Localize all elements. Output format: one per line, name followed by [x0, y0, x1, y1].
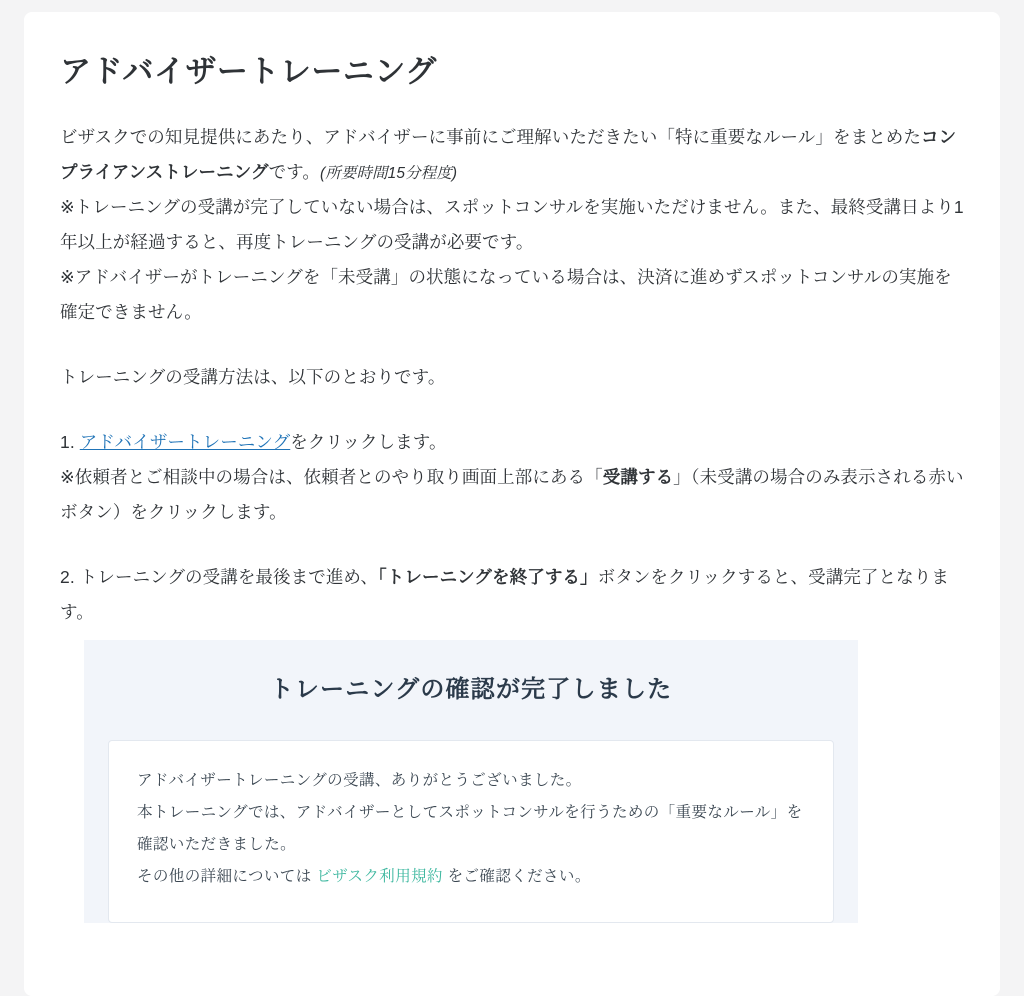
- how-to-heading: トレーニングの受講方法は、以下のとおりです。: [60, 367, 446, 388]
- page-title: アドバイザートレーニング: [60, 54, 437, 89]
- spacer-3: [60, 530, 964, 560]
- step-2-number: 2.: [60, 567, 80, 588]
- intro-note-2: ※アドバイザーがトレーニングを「未受講」の状態になっている場合は、決済に進めずスポットコンサルの実施を確定できません。: [60, 267, 952, 323]
- step-1-note: [60, 460, 964, 530]
- step-2-text-1: トレーニングの受講を最後まで進め、: [79, 567, 378, 588]
- figure-line-2: 本トレーニングでは、アドバイザーとしてスポットコンサルを行うための「重要なルール」を確認いただきました。: [137, 804, 803, 853]
- intro-duration-note: (所要時間15分程度): [319, 165, 458, 183]
- intro-lead-paragraph: [60, 120, 964, 190]
- figure-title: トレーニングの確認が完了しました: [269, 676, 673, 704]
- step-1-note-text-1: ※依頼者とご相談中の場合は、依頼者とのやり取り画面上部にある「: [60, 467, 603, 488]
- spacer-2: [60, 395, 964, 425]
- figure-line-3-text-1: その他の詳細については: [137, 867, 317, 885]
- advisor-training-link[interactable]: アドバイザートレーニング: [79, 432, 291, 453]
- intro-lead-text-2: です。: [268, 162, 320, 183]
- figure-body: [108, 740, 834, 923]
- step-1-note-bold: 受講する: [602, 467, 674, 488]
- step-1-number: 1.: [60, 432, 80, 453]
- article-card: [24, 12, 1000, 996]
- intro-lead-text-1: ビザスクでの知見提供にあたり、アドバイザーに事前にご理解いただきたい「特に重要なルール」をまとめた: [60, 127, 921, 148]
- step-2-bold: 「トレーニングを終了する」: [377, 567, 598, 588]
- terms-of-service-link[interactable]: ビザスク利用規約: [316, 867, 443, 885]
- intro-lead-bold: コンプライアンストレーニング: [60, 127, 957, 183]
- step-1-paragraph: [60, 425, 964, 460]
- figure-line-3-text-2: をご確認ください。: [442, 867, 591, 885]
- step-2-paragraph: [60, 560, 964, 630]
- step-1-text: をクリックします。: [290, 432, 447, 453]
- figure-line-3: [137, 861, 805, 893]
- figure-line-1: アドバイザートレーニングの受講、ありがとうございました。: [137, 772, 582, 790]
- training-completion-figure: [84, 640, 858, 923]
- step-1-note-text-2: 」（未受講の場合のみ表示される赤いボタン）をクリックします。: [60, 467, 964, 523]
- step-2-text-2: ボタンをクリックすると、受講完了となります。: [60, 567, 949, 623]
- spacer-1: [60, 330, 964, 360]
- article-body: [60, 120, 964, 923]
- intro-note-1: ※トレーニングの受講が完了していない場合は、スポットコンサルを実施いただけません。また、最終受講日より1年以上が経過すると、再度トレーニングの受講が必要です。: [60, 197, 964, 253]
